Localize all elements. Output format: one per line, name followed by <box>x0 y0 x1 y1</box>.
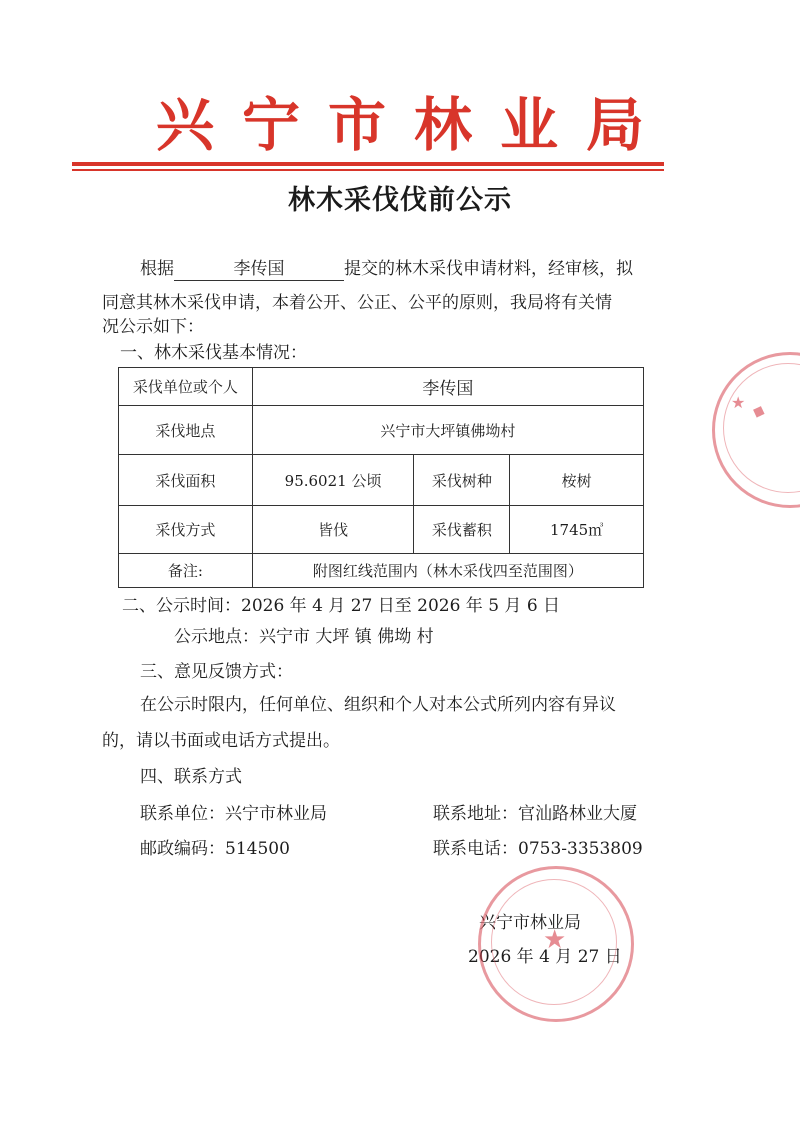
table-label-species: 采伐树种 <box>414 455 510 506</box>
contact-postcode: 邮政编码：514500 <box>140 839 290 859</box>
applicant-name: 李传国 <box>174 258 344 281</box>
table-value-method: 皆伐 <box>252 506 414 554</box>
section-4-heading: 四、联系方式 <box>140 767 242 787</box>
contact-phone: 联系电话：0753-3353809 <box>433 839 643 859</box>
table-label-method: 采伐方式 <box>119 506 253 554</box>
signature-date: 2026 年 4 月 27 日 <box>468 947 622 967</box>
feedback-line-2: 的，请以书面或电话方式提出。 <box>102 731 340 751</box>
section-1-heading: 一、林木采伐基本情况： <box>120 343 307 363</box>
feedback-line-1: 在公示时限内，任何单位、组织和个人对本公式所列内容有异议 <box>140 695 616 715</box>
table-row <box>119 554 644 588</box>
table-value-volume: 1745㎥ <box>510 506 644 554</box>
signature-org: 兴宁市林业局 <box>479 913 581 933</box>
official-seal <box>478 866 634 1022</box>
official-seal-edge: ★ ◆ <box>712 352 800 508</box>
table-value-area: 95.6021 公顷 <box>252 455 414 506</box>
table-row <box>119 406 644 455</box>
table-label-unit: 采伐单位或个人 <box>119 368 253 406</box>
table-label-area: 采伐面积 <box>119 455 253 506</box>
document-title: 林木采伐伐前公示 <box>288 185 512 216</box>
intro-line-2: 同意其林木采伐申请，本着公开、公正、公平的原则，我局将有关情 <box>102 293 612 313</box>
letterhead-title: 兴宁市林业局 <box>155 91 672 159</box>
table-value-unit: 李传国 <box>252 368 643 406</box>
contact-address: 联系地址：官汕路林业大厦 <box>433 804 637 824</box>
intro-part2: 提交的林木采伐申请材料，经审核，拟 <box>344 259 633 279</box>
table-value-remarks: 附图红线范围内（林木采伐四至范围图） <box>252 554 643 588</box>
table-row <box>119 506 644 554</box>
letterhead-rule-thin <box>72 169 664 171</box>
intro-line-3: 况公示如下： <box>102 317 204 337</box>
table-value-location: 兴宁市大坪镇佛坳村 <box>252 406 643 455</box>
harvest-info-table <box>118 367 644 588</box>
table-label-location: 采伐地点 <box>119 406 253 455</box>
publicity-time: 二、公示时间：2026 年 4 月 27 日至 2026 年 5 月 6 日 <box>122 596 561 616</box>
table-row <box>119 368 644 406</box>
letterhead-rule-thick <box>72 162 664 166</box>
contact-unit: 联系单位：兴宁市林业局 <box>140 804 327 824</box>
table-label-volume: 采伐蓄积 <box>414 506 510 554</box>
table-label-remarks: 备注: <box>119 554 253 588</box>
table-value-species: 桉树 <box>510 455 644 506</box>
seal-star-icon: ★ <box>543 925 567 955</box>
intro-line-1 <box>140 252 633 286</box>
publicity-place: 公示地点：兴宁市 大坪 镇 佛坳 村 <box>174 627 434 647</box>
table-row <box>119 455 644 506</box>
intro-part1: 根据 <box>140 259 174 279</box>
section-3-heading: 三、意见反馈方式： <box>140 662 293 682</box>
